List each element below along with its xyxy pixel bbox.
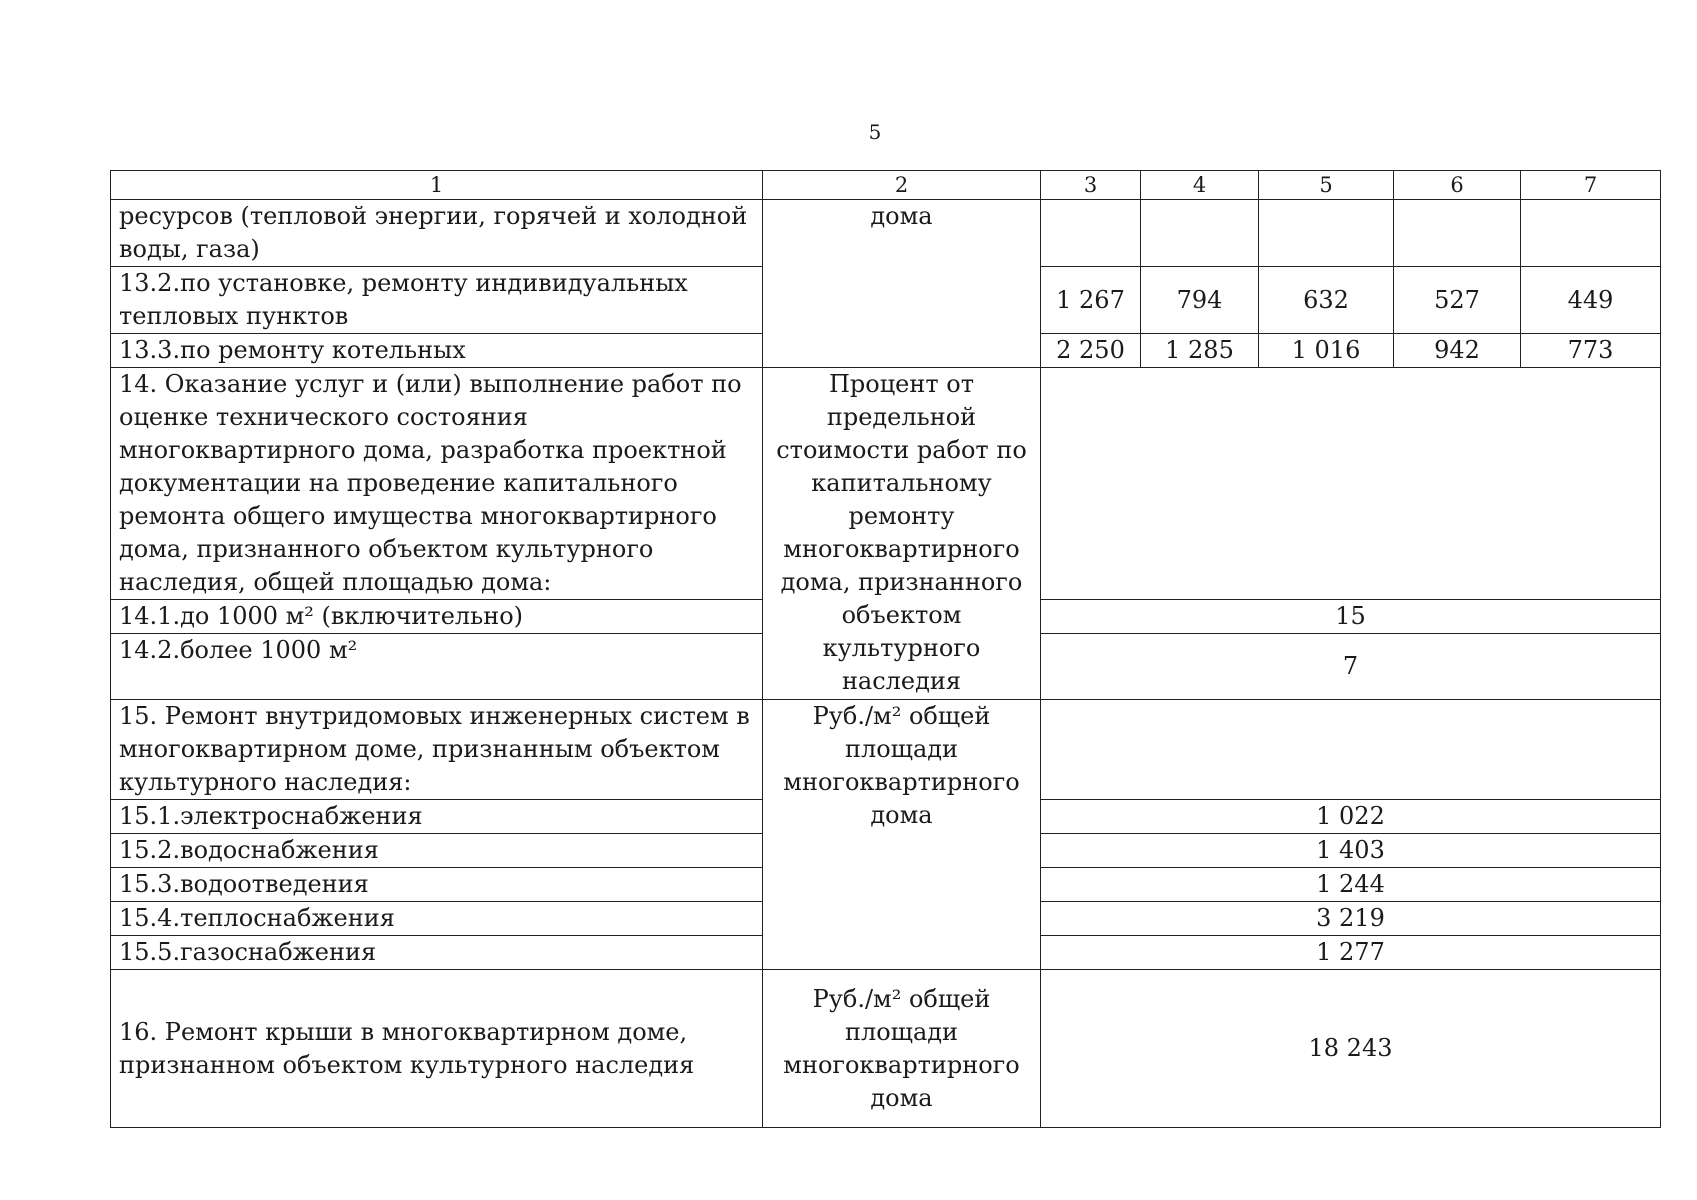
row-label: 15.1.электроснабжения — [111, 800, 763, 834]
empty-cell — [1141, 200, 1259, 267]
column-header-row — [111, 171, 1661, 200]
tariff-table — [110, 170, 1661, 1128]
row-label: 15.5.газоснабжения — [111, 936, 763, 970]
unit-cell: Руб./м² общей площади многоквартирного дома — [763, 970, 1041, 1128]
value-cell: 1 285 — [1141, 334, 1259, 368]
row-label: 15. Ремонт внутридомовых инженерных систем в многоквартирном доме, признанным объектом культурного наследия: — [111, 700, 763, 800]
value-cell: 1 403 — [1041, 834, 1661, 868]
value-cell: 1 016 — [1259, 334, 1394, 368]
row-label: 15.3.водоотведения — [111, 868, 763, 902]
unit-cell: Процент от предельной стоимости работ по капитальному ремонту многоквартирного дома, признанного объектом культурного наследия — [763, 368, 1041, 700]
row-label: 14.1.до 1000 м² (включительно) — [111, 600, 763, 634]
column-header: 7 — [1521, 171, 1661, 200]
table-row — [111, 368, 1661, 600]
value-cell: 1 277 — [1041, 936, 1661, 970]
table-row — [111, 200, 1661, 267]
value-cell: 18 243 — [1041, 970, 1661, 1128]
row-label: 15.2.водоснабжения — [111, 834, 763, 868]
value-cell: 3 219 — [1041, 902, 1661, 936]
value-cell: 15 — [1041, 600, 1661, 634]
empty-cell — [1041, 700, 1661, 800]
unit-cell: Руб./м² общей площади многоквартирного дома — [763, 700, 1041, 970]
value-cell: 632 — [1259, 267, 1394, 334]
empty-cell — [1521, 200, 1661, 267]
column-header: 6 — [1394, 171, 1521, 200]
row-label: 15.4.теплоснабжения — [111, 902, 763, 936]
value-cell: 942 — [1394, 334, 1521, 368]
empty-cell — [1041, 368, 1661, 600]
column-header: 5 — [1259, 171, 1394, 200]
row-label: 14. Оказание услуг и (или) выполнение работ по оценке технического состояния многоквартирного дома, разработка проектной документации на проведение капитального ремонта общего имущества многоквартирного дома, признанного объектом культурного наследия, общей площадью дома: — [111, 368, 763, 600]
row-label: 16. Ремонт крыши в многоквартирном доме, признанном объектом культурного наследия — [111, 970, 763, 1128]
empty-cell — [1394, 200, 1521, 267]
empty-cell — [1041, 200, 1141, 267]
empty-cell — [1259, 200, 1394, 267]
column-header: 4 — [1141, 171, 1259, 200]
value-cell: 2 250 — [1041, 334, 1141, 368]
page-number: 5 — [868, 120, 882, 144]
column-header: 1 — [111, 171, 763, 200]
value-cell: 527 — [1394, 267, 1521, 334]
row-label: ресурсов (тепловой энергии, горячей и холодной воды, газа) — [111, 200, 763, 267]
table-row — [111, 700, 1661, 800]
value-cell: 1 022 — [1041, 800, 1661, 834]
value-cell: 449 — [1521, 267, 1661, 334]
value-cell: 7 — [1041, 634, 1661, 700]
table-row — [111, 970, 1661, 1128]
value-cell: 773 — [1521, 334, 1661, 368]
row-label: 13.2.по установке, ремонту индивидуальных тепловых пунктов — [111, 267, 763, 334]
column-header: 2 — [763, 171, 1041, 200]
unit-cell: дома — [763, 200, 1041, 368]
row-label: 14.2.более 1000 м² — [111, 634, 763, 700]
column-header: 3 — [1041, 171, 1141, 200]
row-label: 13.3.по ремонту котельных — [111, 334, 763, 368]
value-cell: 1 244 — [1041, 868, 1661, 902]
value-cell: 1 267 — [1041, 267, 1141, 334]
value-cell: 794 — [1141, 267, 1259, 334]
